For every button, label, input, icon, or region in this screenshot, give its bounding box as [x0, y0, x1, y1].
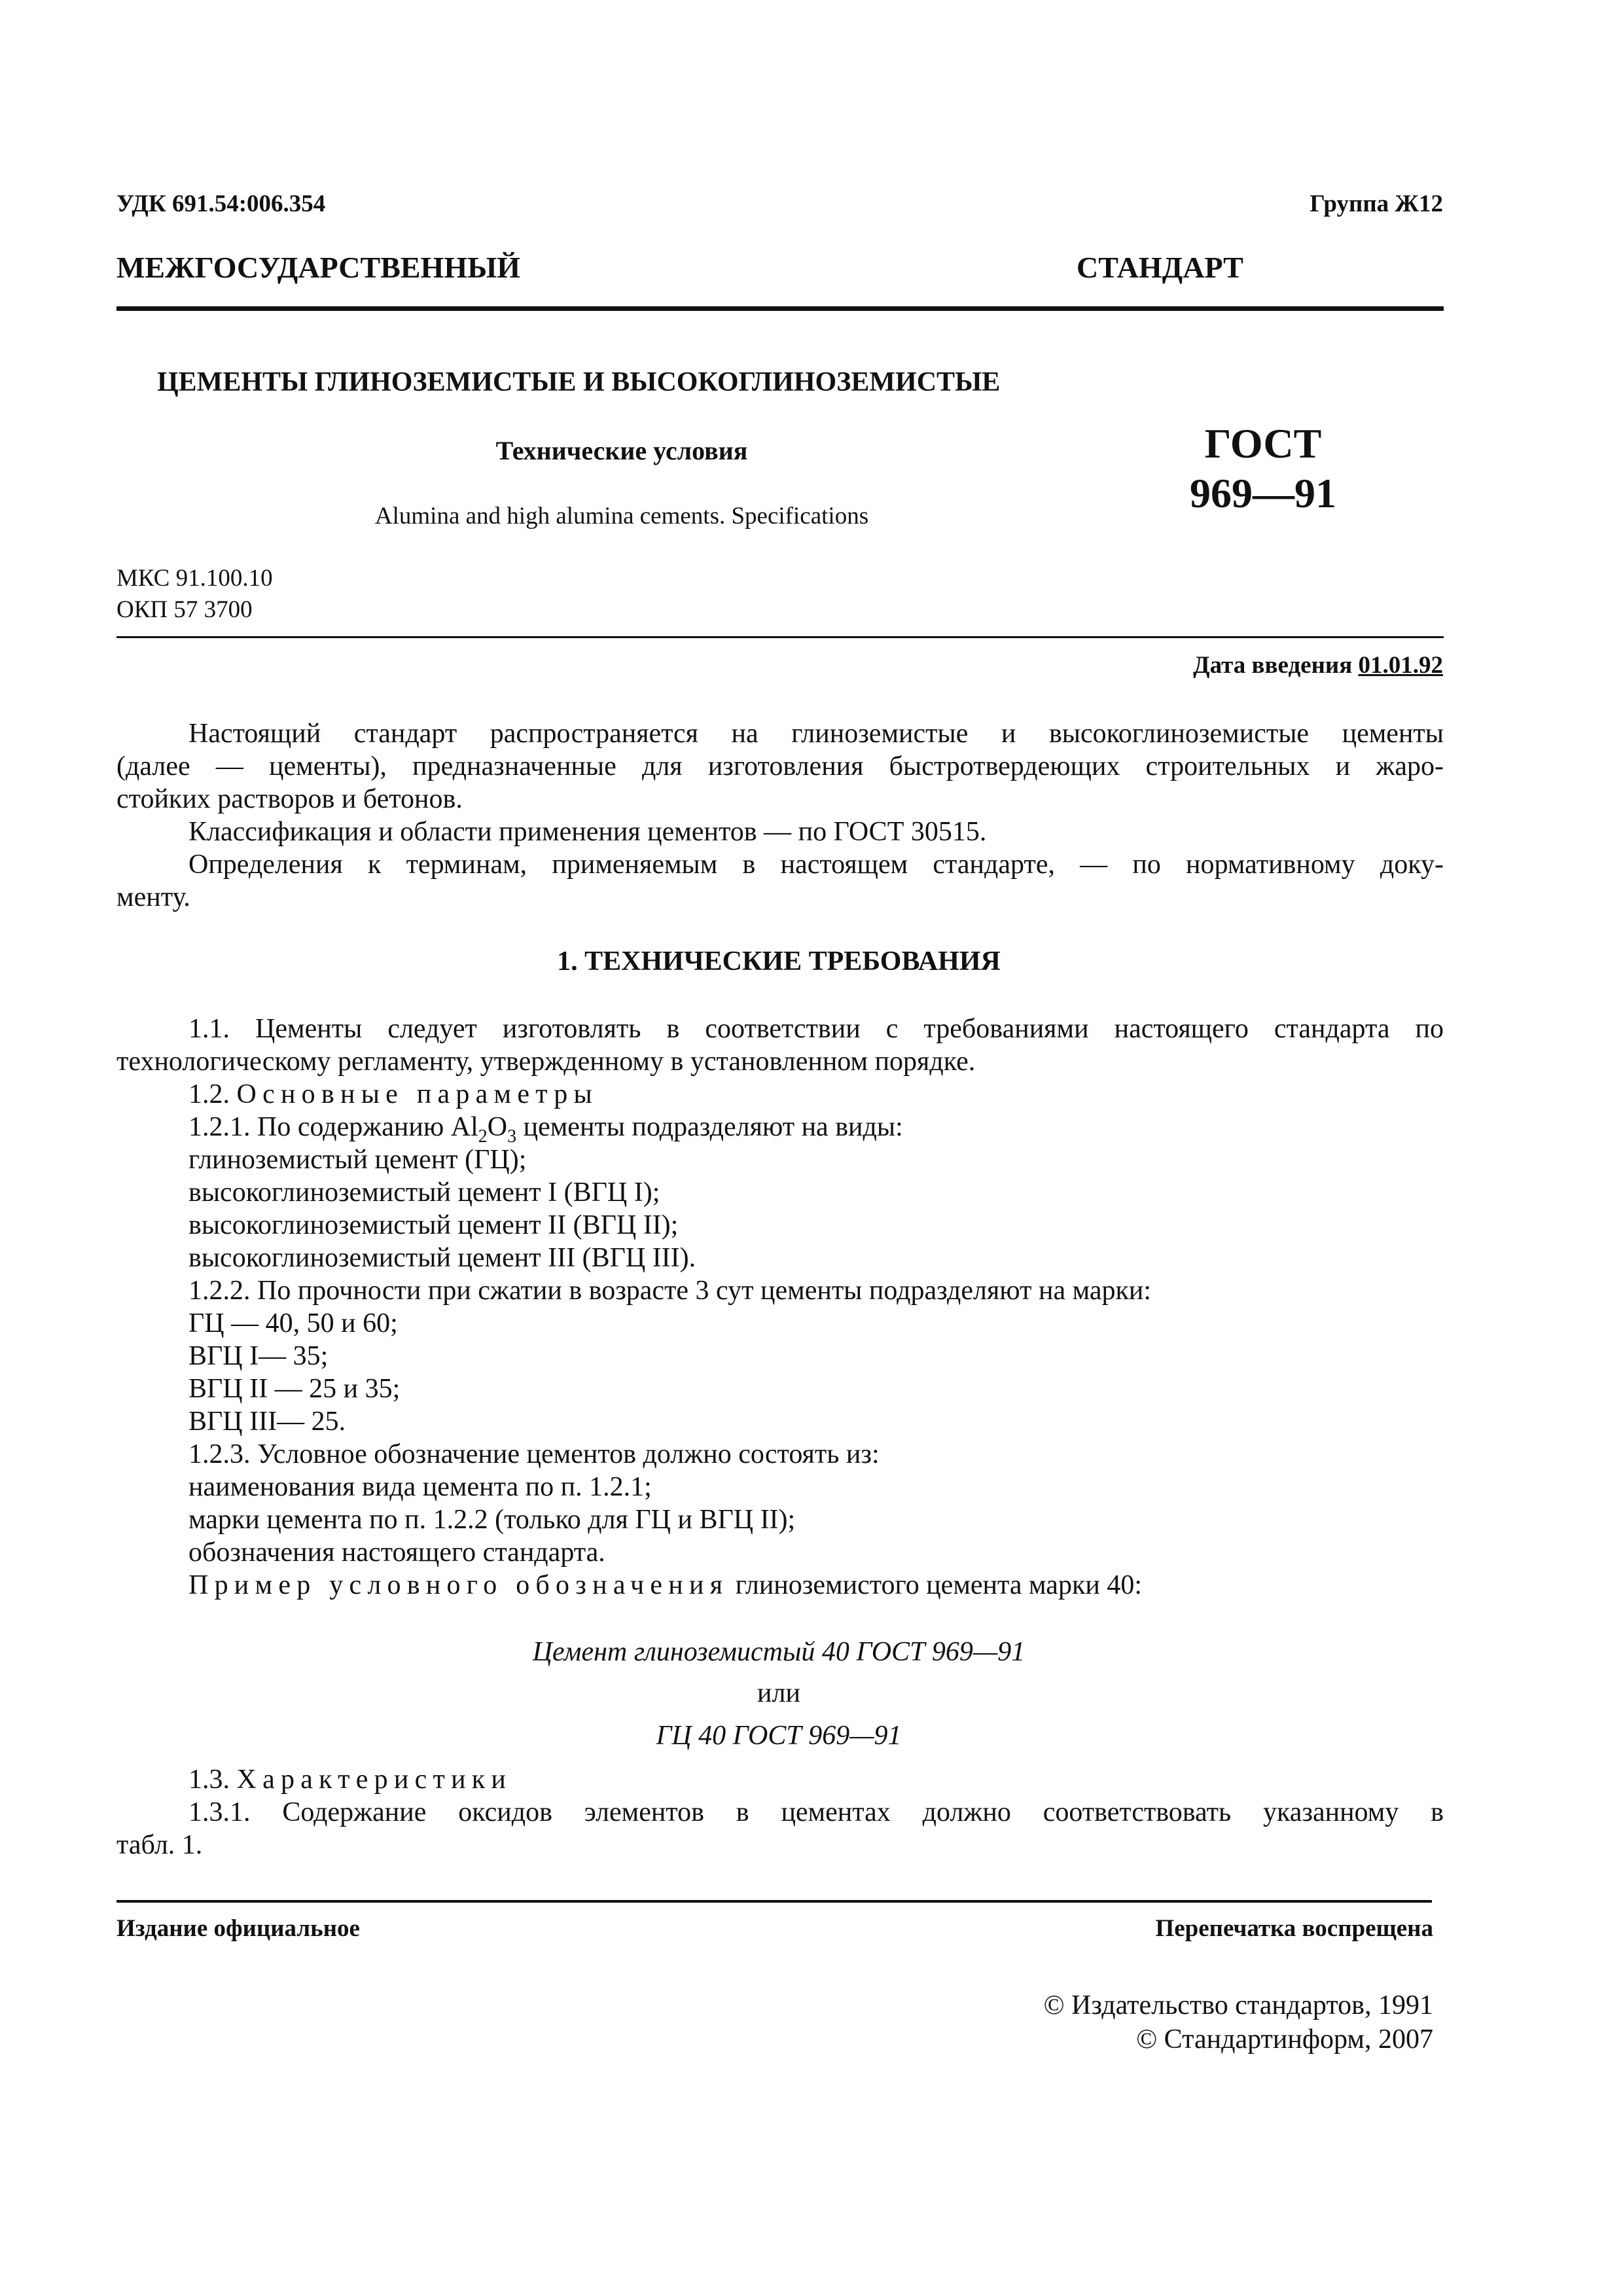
header-rule: [116, 306, 1444, 311]
group-code: Группа Ж12: [1310, 190, 1443, 217]
intro-p1-line3: стойких растворов и бетонов.: [116, 784, 463, 814]
type-item: высокоглиноземистый цемент II (ВГЦ II);: [188, 1210, 679, 1240]
example-designation-short: ГЦ 40 ГОСТ 969—91: [656, 1721, 902, 1751]
effective-date: Дата введения 01.01.92: [1193, 652, 1443, 679]
clause-1-3-1-line2: табл. 1.: [116, 1830, 203, 1860]
clause-1-3-title: Характеристики: [236, 1765, 512, 1795]
intro-p1-line2: (далее — цементы), предназначенные для изготовления быстротвердеющих строительных и жаро-: [116, 751, 1444, 781]
type-item: высокоглиноземистый цемент I (ВГЦ I);: [188, 1177, 660, 1208]
designation-item: наименования вида цемента по п. 1.2.1;: [188, 1472, 652, 1502]
designation-item: марки цемента по п. 1.2.2 (только для ГЦ и ВГЦ II);: [188, 1505, 796, 1535]
example-intro: Пример условного обозначения глиноземистого цемента марки 40:: [188, 1570, 1143, 1600]
intro-p3-line2: менту.: [116, 882, 190, 912]
okp-code: ОКП 57 3700: [116, 596, 253, 623]
example-or: или: [757, 1678, 800, 1708]
copyright-2007: © Стандартинформ, 2007: [1136, 2024, 1433, 2054]
grade-item: ВГЦ I— 35;: [188, 1341, 329, 1371]
clause-1-2-1: 1.2.1. По содержанию $Al_2O_3$ цементы подразделяют на виды:: [188, 1112, 903, 1147]
clause-1-1-line2: технологическому регламенту, утвержденному в установленном порядке.: [116, 1047, 976, 1077]
reprint-prohibited: Перепечатка воспрещена: [1155, 1915, 1433, 1942]
grade-item: ВГЦ II — 25 и 35;: [188, 1374, 401, 1404]
banner-standard: СТАНДАРТ: [1077, 251, 1243, 284]
footer-rule: [116, 1900, 1432, 1903]
example-designation-full: Цемент глиноземистый 40 ГОСТ 969—91: [532, 1637, 1026, 1667]
grade-item: ВГЦ III— 25.: [188, 1407, 346, 1437]
codes-rule: [116, 636, 1444, 638]
clause-1-2-title: Основные параметры: [236, 1079, 599, 1109]
gost-number: ГОСТ 969—91: [1190, 420, 1336, 516]
document-title: ЦЕМЕНТЫ ГЛИНОЗЕМИСТЫЕ И ВЫСОКОГЛИНОЗЕМИСТЫЕ: [157, 367, 1001, 397]
mks-code: МКС 91.100.10: [116, 565, 273, 592]
clause-1-3: 1.3. Характеристики: [188, 1765, 512, 1795]
grade-item: ГЦ — 40, 50 и 60;: [188, 1308, 398, 1338]
clause-1-2: 1.2. Основные параметры: [188, 1079, 599, 1109]
type-item: глиноземистый цемент (ГЦ);: [188, 1145, 527, 1175]
copyright-1991: © Издательство стандартов, 1991: [1043, 1990, 1433, 2020]
type-item: высокоглиноземистый цемент III (ВГЦ III).: [188, 1243, 696, 1273]
clause-1-3-1-line1: 1.3.1. Содержание оксидов элементов в цементах должно соответствовать указанному в: [188, 1797, 1444, 1827]
document-subtitle: Технические условия: [495, 436, 748, 465]
clause-1-2-3: 1.2.3. Условное обозначение цементов должно состоять из:: [188, 1439, 880, 1469]
clause-1-2-2: 1.2.2. По прочности при сжатии в возрасте 3 сут цементы подразделяют на марки:: [188, 1276, 1152, 1306]
english-title: Alumina and high alumina cements. Specifications: [374, 503, 869, 529]
designation-item: обозначения настоящего стандарта.: [188, 1537, 605, 1568]
intro-p3-line1: Определения к терминам, применяемым в настоящем стандарте, — по нормативному доку-: [188, 850, 1444, 880]
intro-p2: Классификация и области применения цементов — по ГОСТ 30515.: [188, 817, 987, 847]
section-heading: 1. ТЕХНИЧЕСКИЕ ТРЕБОВАНИЯ: [557, 946, 1001, 977]
udk-code: УДК 691.54:006.354: [116, 190, 326, 217]
effective-date-value: 01.01.92: [1358, 652, 1443, 679]
official-edition: Издание официальное: [116, 1915, 360, 1942]
intro-p1-line1: Настоящий стандарт распространяется на глиноземистые и высокоглиноземистые цементы: [188, 719, 1444, 749]
banner-interstate: МЕЖГОСУДАРСТВЕННЫЙ: [116, 251, 521, 284]
clause-1-1-line1: 1.1. Цементы следует изготовлять в соответствии с требованиями настоящего стандарта по: [188, 1014, 1444, 1044]
